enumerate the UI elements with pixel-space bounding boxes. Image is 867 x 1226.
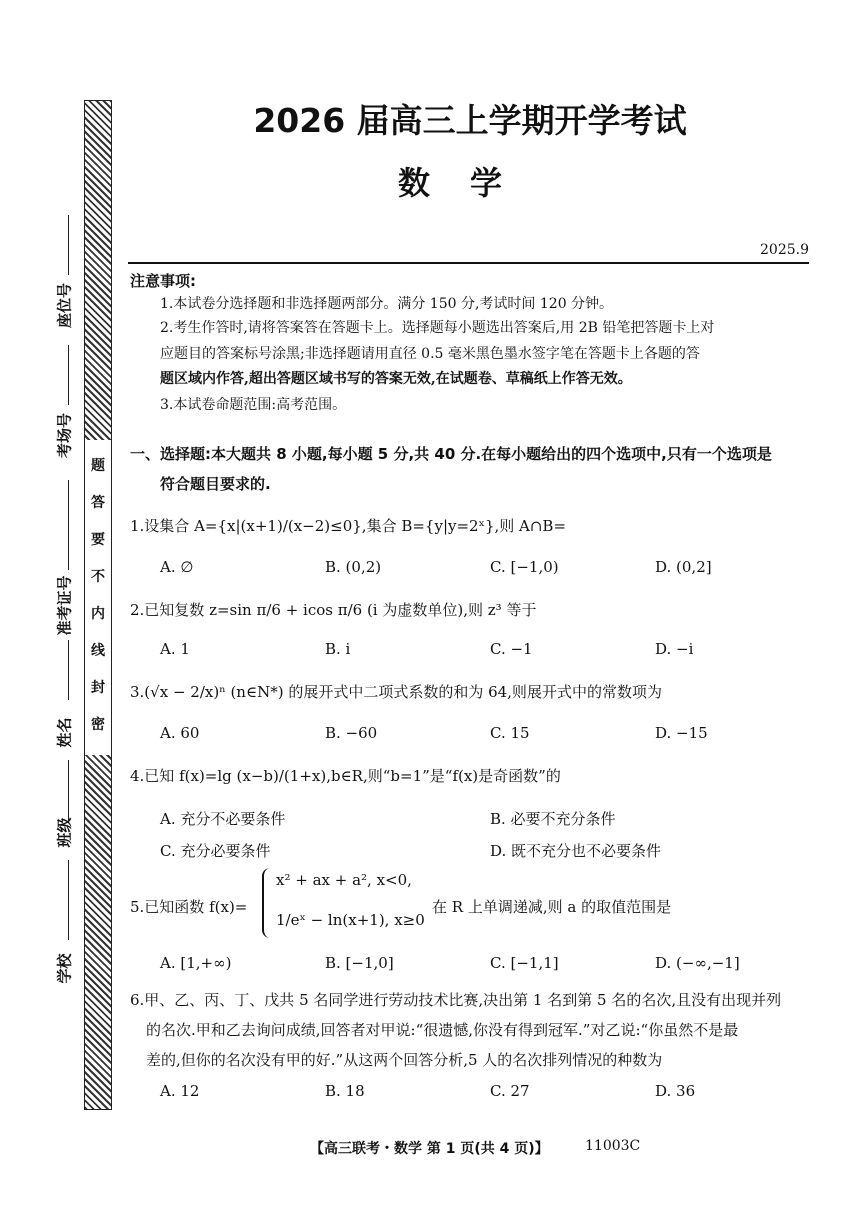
notice-item: 2.考生作答时,请将答案答在答题卡上。选择题每小题选出答案后,用 2B 铅笔把答题卡上对 [160,320,715,336]
option-a: A. 1 [160,640,190,658]
notice-item: 题区域内作答,超出答题区域书写的答案无效,在试题卷、草稿纸上作答无效。 [160,371,632,387]
question-5-piece-2: 1/eˣ − ln(x+1), x≥0 [276,911,425,929]
piecewise-brace [262,868,272,938]
question-5-stem-suffix: 在 R 上单调递减,则 a 的取值范围是 [432,898,672,916]
question-6-line: 的名次.甲和乙去询问成绩,回答者对甲说:“很遗憾,你没有得到冠军.”对乙说:“你虽然不是最 [146,1021,739,1039]
option-b: B. (0,2) [325,558,382,576]
seal-char: 线 [91,643,105,659]
seal-char: 题 [91,458,105,474]
notice-item: 1.本试卷分选择题和非选择题两部分。满分 150 分,考试时间 120 分钟。 [160,296,614,312]
section-heading: 一、选择题:本大题共 8 小题,每小题 5 分,共 40 分.在每小题给出的四个选项中,只有一个选项是 [130,445,772,463]
option-d: D. −15 [655,724,708,742]
option-a: A. 充分不必要条件 [160,810,286,828]
seal-char: 内 [91,606,105,622]
seal-char: 封 [91,680,105,696]
option-c: C. −1 [490,640,533,658]
option-a: A. [1,+∞) [160,954,232,972]
seal-char: 答 [91,495,105,511]
admission-number-label: 准考证号 [55,575,74,636]
option-d: D. (−∞,−1] [655,954,740,972]
option-c: C. 充分必要条件 [160,842,271,860]
option-a: A. 12 [160,1082,200,1100]
option-a: A. 60 [160,724,200,742]
option-d: D. (0,2] [655,558,712,576]
seal-char: 要 [91,532,105,548]
question-5-piece-1: x² + ax + a², x<0, [276,871,412,889]
option-a: A. ∅ [160,558,194,576]
question-6-line: 6.甲、乙、丙、丁、戊共 5 名同学进行劳动技术比赛,决出第 1 名到第 5 名的名次,且没有出现并列 [130,991,782,1009]
question-2-stem: 2.已知复数 z=sin π/6 + icos π/6 (i 为虚数单位),则 z³ 等于 [130,601,537,619]
header-divider [128,262,809,264]
section-heading-cont: 符合题目要求的. [160,475,271,493]
option-b: B. [−1,0] [325,954,394,972]
seal-char: 密 [91,717,105,733]
subject-title: 数学 [397,164,542,202]
option-b: B. −60 [325,724,378,742]
paper-code: 11003C [585,1138,641,1154]
notice-title: 注意事项: [130,272,196,290]
option-c: C. [−1,0) [490,558,559,576]
page-footer: 【高三联考・数学 第 1 页(共 4 页)】 [310,1141,549,1157]
school-label: 学校 [55,953,74,984]
seat-number-label: 座位号 [55,283,74,329]
seal-window [84,440,112,755]
question-1-stem: 1.设集合 A={x|(x+1)/(x−2)≤0},集合 B={y|y=2ˣ},则 A∩B= [130,517,567,535]
notice-item: 3.本试卷命题范围:高考范围。 [160,397,347,413]
option-b: B. 18 [325,1082,365,1100]
exam-room-label: 考场号 [55,413,74,459]
exam-date: 2025.9 [760,242,809,258]
option-d: D. 36 [655,1082,696,1100]
option-d: D. −i [655,640,694,658]
notice-item: 应题目的答案标号涂黑;非选择题请用直径 0.5 毫米黑色墨水签字笔在答题卡上各题的答 [160,346,700,362]
name-label: 姓名 [55,717,74,748]
option-c: C. 27 [490,1082,530,1100]
option-d: D. 既不充分也不必要条件 [490,842,662,860]
class-label: 班级 [55,817,74,848]
seal-char: 不 [91,569,105,585]
question-5-stem-prefix: 5.已知函数 f(x)= [130,898,248,916]
option-c: C. 15 [490,724,530,742]
question-6-line: 差的,但你的名次没有甲的好.”从这两个回答分析,5 人的名次排列情况的种数为 [146,1051,663,1069]
exam-title: 2026 届高三上学期开学考试 [253,101,687,140]
question-4-stem: 4.已知 f(x)=lg (x−b)/(1+x),b∈R,则“b=1”是“f(x)是奇函数”的 [130,767,561,785]
option-c: C. [−1,1] [490,954,559,972]
option-b: B. 必要不充分条件 [490,810,616,828]
option-b: B. i [325,640,351,658]
question-3-stem: 3.(√x − 2/x)ⁿ (n∈N*) 的展开式中二项式系数的和为 64,则展开式中的常数项为 [130,683,662,701]
